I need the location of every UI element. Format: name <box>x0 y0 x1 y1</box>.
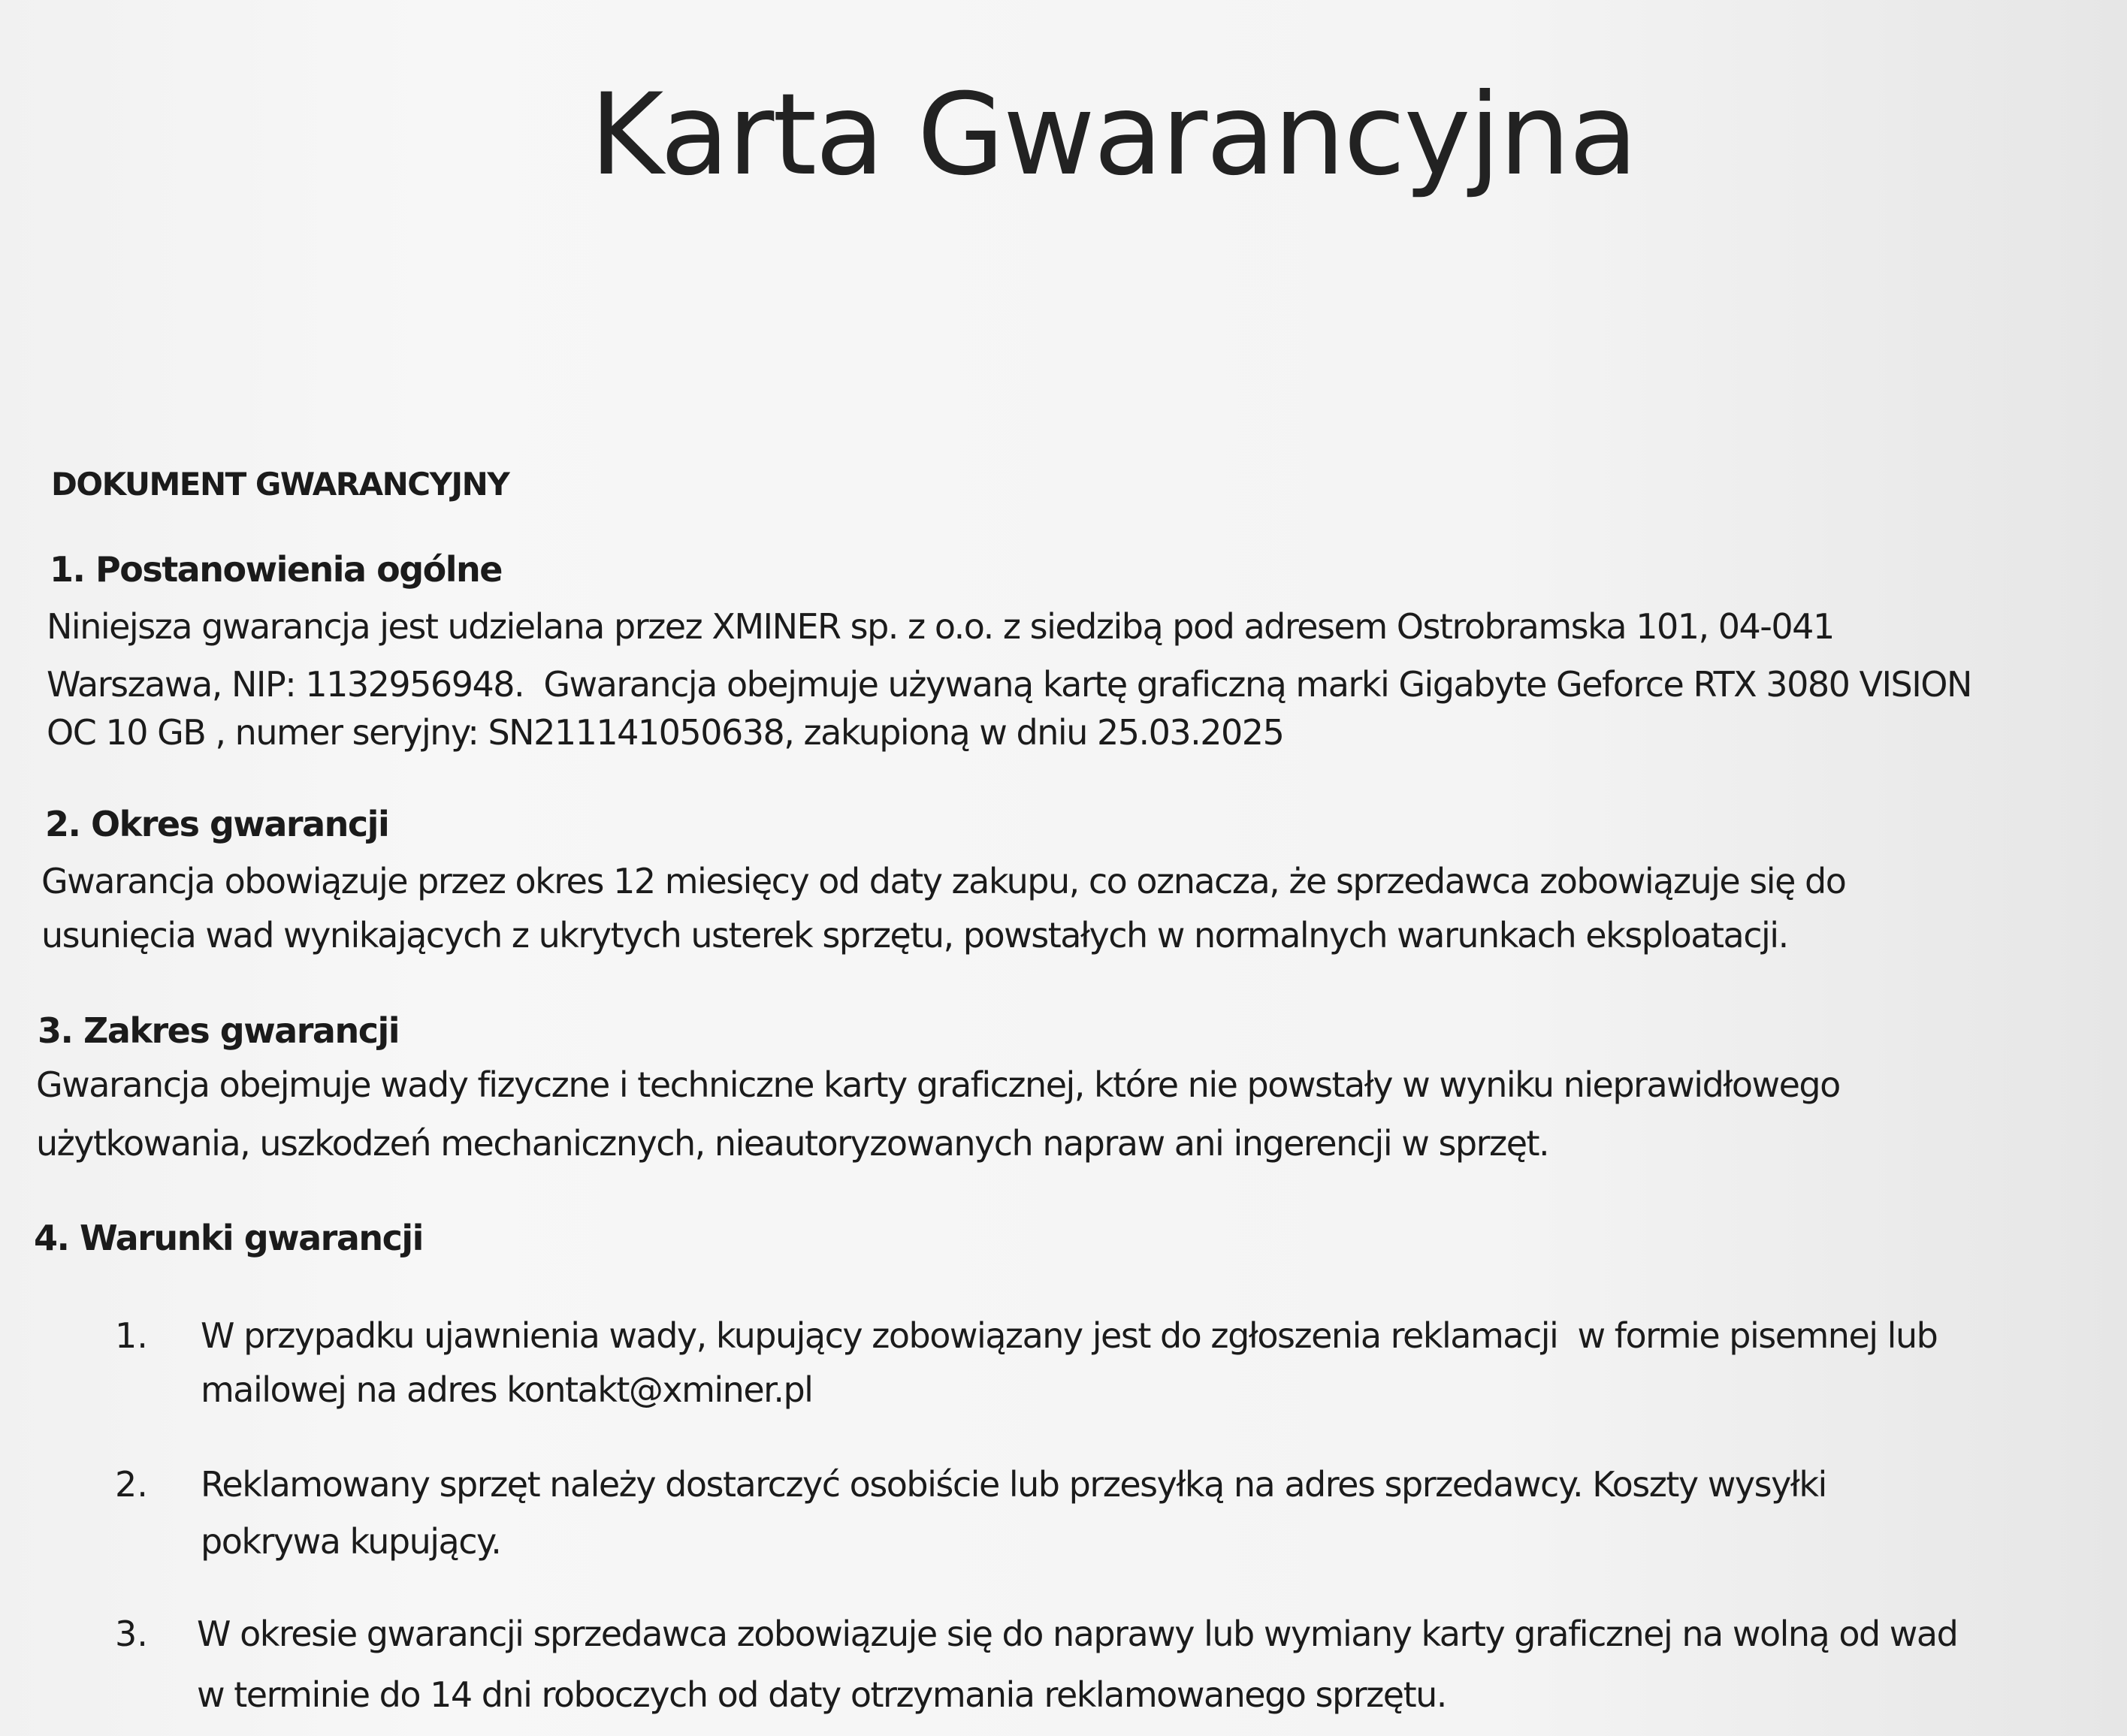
list-item-line: Reklamowany sprzęt należy dostarczyć osobiście lub przesyłką na adres sprzedawcy. Koszty wysyłki <box>201 1464 1826 1505</box>
list-item-number: 1. <box>115 1315 148 1356</box>
section-1-heading: 1. Postanowienia ogólne <box>50 549 502 590</box>
section-4-heading: 4. Warunki gwarancji <box>34 1218 423 1258</box>
document-title: Karta Gwarancyjna <box>590 70 1637 201</box>
section-3-heading: 3. Zakres gwarancji <box>38 1010 400 1051</box>
list-item-line: W okresie gwarancji sprzedawca zobowiązuje się do naprawy lub wymiany karty graficznej na wolną od wad <box>197 1614 1958 1654</box>
section-3-line: Gwarancja obejmuje wady fizyczne i techniczne karty graficznej, które nie powstały w wyniku nieprawidłowego <box>36 1064 1840 1105</box>
list-item-line: pokrywa kupujący. <box>201 1521 501 1562</box>
section-2-heading: 2. Okres gwarancji <box>45 804 389 844</box>
list-item-number: 2. <box>115 1464 148 1505</box>
section-1-line: Warszawa, NIP: 1132956948. Gwarancja obejmuje używaną kartę graficzną marki Gigabyte Geforce RTX 3080 VISION <box>47 664 1971 705</box>
section-3-line: użytkowania, uszkodzeń mechanicznych, nieautoryzowanych napraw ani ingerencji w sprzęt. <box>36 1123 1549 1164</box>
section-2-line: usunięcia wad wynikających z ukrytych usterek sprzętu, powstałych w normalnych warunkach eksploatacji. <box>41 915 1788 956</box>
document-heading: DOKUMENT GWARANCYJNY <box>51 466 509 503</box>
list-item-line: w terminie do 14 dni roboczych od daty otrzymania reklamowanego sprzętu. <box>197 1674 1446 1715</box>
list-item-line: W przypadku ujawnienia wady, kupujący zobowiązany jest do zgłoszenia reklamacji w formie pisemnej lub <box>201 1315 1938 1356</box>
section-2-line: Gwarancja obowiązuje przez okres 12 miesięcy od daty zakupu, co oznacza, że sprzedawca zobowiązuje się do <box>41 861 1846 901</box>
section-1-line: Niniejsza gwarancja jest udzielana przez XMINER sp. z o.o. z siedzibą pod adresem Ostrobramska 101, 04-041 <box>47 606 1834 647</box>
list-item-line: mailowej na adres kontakt@xminer.pl <box>201 1369 813 1410</box>
section-1-line: OC 10 GB , numer seryjny: SN211141050638, zakupioną w dniu 25.03.2025 <box>47 712 1284 753</box>
list-item-number: 3. <box>115 1614 148 1654</box>
